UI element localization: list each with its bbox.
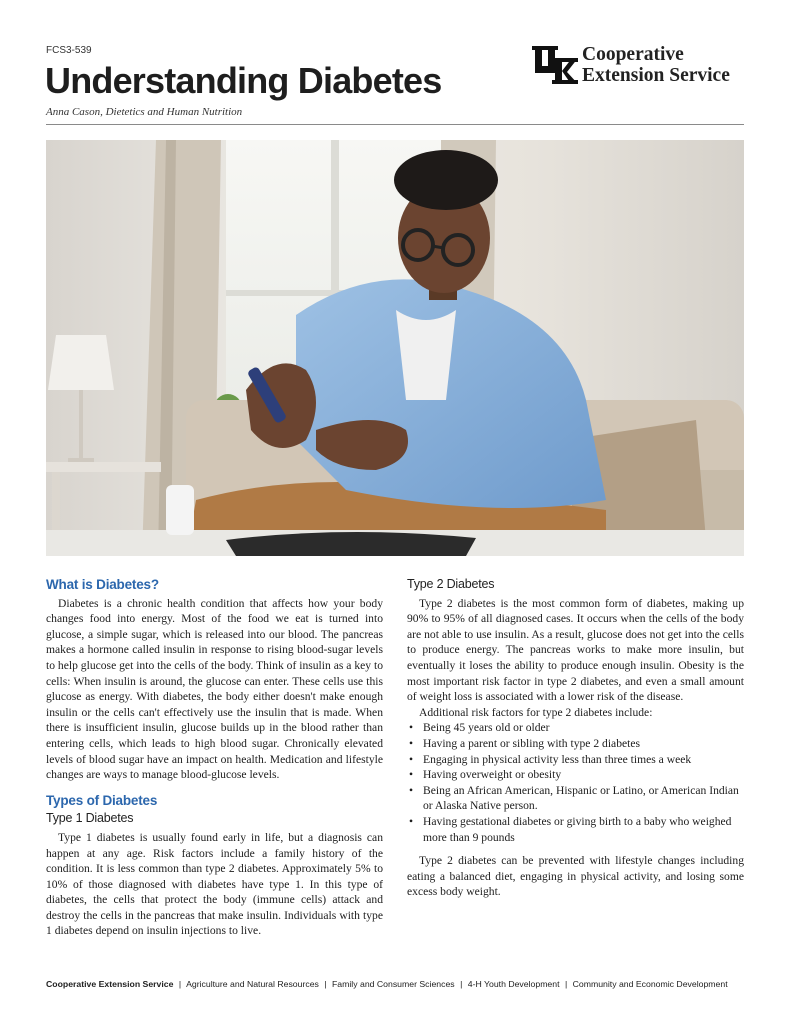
document-code: FCS3-539 xyxy=(46,45,92,56)
list-item: • Having gestational diabetes or giving birth to a baby who weighed more than 9 pounds xyxy=(423,814,744,845)
footer-item: 4-H Youth Development xyxy=(467,979,560,989)
prevention-paragraph: Type 2 diabetes can be prevented with lifestyle changes including eating a balanced diet, engaging in physical activity, and losing some excess body weight. xyxy=(407,854,744,899)
left-column xyxy=(46,577,383,939)
footer-separator: | xyxy=(460,979,463,989)
footer-item: Community and Economic Development xyxy=(572,979,728,989)
uk-logo-icon xyxy=(532,44,578,84)
list-item: • Having a parent or sibling with type 2 diabetes xyxy=(423,736,744,752)
list-item: • Engaging in physical activity less than three times a week xyxy=(423,752,744,768)
list-item: • Having overweight or obesity xyxy=(423,767,744,783)
type1-paragraph: Type 1 diabetes is usually found early in life, but a diagnosis can happen at any age. Risk factors include a family history of the condition. It is less common than type 2 diabetes. Approximately 5% to 10% of those diagnosed with diabetes have type 1. In this type of diabetes, the cells that protect the body (immune cells) attack and destroy the cells in the pancreas that make insulin. Individuals with type 1 diabetes depend on insulin injections to live. xyxy=(46,830,383,938)
header-rule xyxy=(46,124,744,125)
footer-item: Agriculture and Natural Resources xyxy=(186,979,319,989)
footer-item: Family and Consumer Sciences xyxy=(332,979,455,989)
footer-separator: | xyxy=(178,979,182,989)
type2-heading: Type 2 Diabetes xyxy=(407,577,495,591)
logo-line-1: Cooperative xyxy=(582,44,684,65)
logo-line-2: Extension Service xyxy=(582,65,730,86)
author-line: Anna Cason, Dietetics and Human Nutrition xyxy=(46,106,243,118)
right-column xyxy=(407,577,744,900)
type1-heading: Type 1 Diabetes xyxy=(46,811,134,826)
photo-man-checking-blood-glucose-icon xyxy=(46,140,744,556)
footer-bar xyxy=(46,979,746,989)
risk-intro: Additional risk factors for type 2 diabetes include: xyxy=(419,705,653,719)
types-of-diabetes-heading: Types of Diabetes xyxy=(46,792,158,808)
footer-separator: | xyxy=(324,979,327,989)
what-is-diabetes-paragraph: Diabetes is a chronic health condition that affects how your body changes food into energy. Most of the food we eat is turned into glucose, a simple sugar, which is released into our blood. The pancreas makes a hormone called insulin in response to rising blood-sugar levels to help glucose get into the cells of the body. Think of insulin as a key to cells: When insulin is around, the glucose can enter. These cells use this glucose as energy. With diabetes, the body either doesn't make enough insulin or the cells can't effectively use the insulin that is made. When there is insufficient insulin, glucose builds up in the blood rather than entering cells, which leads to high blood sugar. Chronically elevated levels of blood sugar have an impact on health. Medication and lifestyle changes are ways to manage blood-glucose levels. xyxy=(46,596,383,782)
what-is-diabetes-heading: What is Diabetes? xyxy=(46,577,159,592)
hero-photo xyxy=(46,140,744,556)
footer-brand: Cooperative Extension Service xyxy=(46,979,174,989)
footer-separator: | xyxy=(564,979,568,989)
list-item: • Being 45 years old or older xyxy=(423,720,744,736)
page-title: Understanding Diabetes xyxy=(45,60,442,101)
type2-paragraph: Type 2 diabetes is the most common form of diabetes, making up 90% to 95% of all diagnosed cases. It occurs when the cells of the body are not able to use insulin. As a result, glucose does not get into the cells to produce energy. The pancreas works to make more insulin, but eventually it loses the ability to produce enough insulin. Obesity is the most important risk factor in type 2 diabetes, and even a small amount of weight loss is associated with a lower risk of the disease. xyxy=(407,596,744,704)
list-item: • Being an African American, Hispanic or Latino, or American Indian or Alaska Native person. xyxy=(423,783,744,814)
uk-extension-logo xyxy=(532,44,746,88)
risk-factor-list xyxy=(407,720,744,845)
